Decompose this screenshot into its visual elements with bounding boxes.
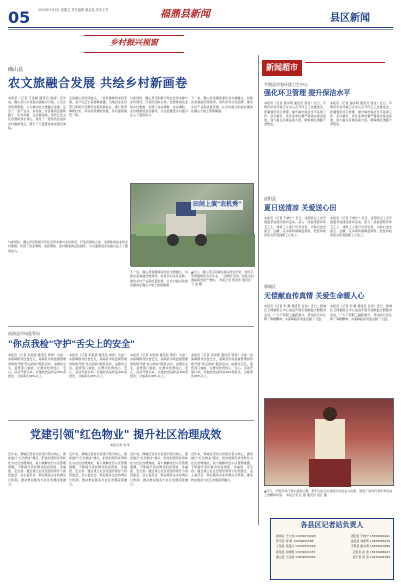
story2-body-col2: 本报讯（记者 李思源 通讯员 周雪）为进一步保障群众饮食安全，南海县市场监督管理局积极开展"你点我检"服务活动，由群众点名，监管部门抽检，让群众吃得放心、安心。活动开展以来，共抽检食品样品300余批次，合格率达98%以上。	[69, 353, 127, 379]
contact-entry: 驿城区 王大伟 13939679998	[276, 534, 316, 538]
story3-body-col4: 近年来，驿城区坚持以党建引领为核心，探索推行"红色物业"模式，把党的组织优势转化为社区治理效能，着力破解老旧小区管理难题，不断提升居民群众的获得感、幸福感、安全感。通过建立社区党组织领导下的居委会、业主委员会、物业服务企业协调运行机制，推动物业服务与社区治理深度融合。	[191, 452, 253, 482]
sidebar-s2-kicker: 泌阳县	[264, 196, 276, 201]
contact-entry: 泌阳县 于晓宁 13839666661	[350, 534, 390, 538]
sidebar-head: 新闻超市	[262, 60, 302, 76]
section-title: 县区新闻	[330, 13, 370, 24]
rice-transplanter-icon	[131, 184, 255, 267]
lead-photo-caption: ▲近日，确山县任店镇的高标准农田里，农机手驾驶插秧机有序作业，一派繁忙景象，抢抓农时确保粮食稳产增收。 本报记者 周宏伟 通讯员 王 丽 摄	[191, 270, 254, 286]
photo-stamp: 田间上演"农机秀"	[191, 200, 243, 210]
story2-kicker: 南海县市场监管局	[8, 331, 40, 336]
lead-body-col1: 本报讯（记者 王宜峰 通讯员 周丽）近年来，确山县以乡村振兴战略为引领，立足自身资源禀赋，大力推动农文旅融合发展，走出了一条产业兴、乡村美、农民富的发展新路子。在竹沟镇、任店镇等地，依托红色文化资源和绿水青山，建设了一批特色民宿和乡村旅游景点，吸引了大量游客前来观光体验。	[8, 96, 66, 131]
contact-entry: 正阳县 孙 雷 13939686623	[352, 549, 390, 554]
contact-entry: 新蔡县 李晓明 13939631357	[276, 549, 316, 554]
column-banner-title: 乡村振兴视窗	[110, 37, 158, 47]
sidebar-s3-headline: 无偿献血传真情 关爱生命暖人心	[264, 292, 365, 300]
contact-entry: 西平县 杨 帆 13939665588	[276, 539, 314, 544]
story3-body-col3: 近年来，驿城区坚持以党建引领为核心，探索推行"红色物业"模式，把党的组织优势转化为社区治理效能，着力破解老旧小区管理难题，不断提升居民群众的获得感、幸福感、安全感。通过建立社区党组织领导下的居委会、业主委员会、物业服务企业协调运行机制，推动物业服务与社区治理深度融合。	[130, 452, 188, 487]
lead-headline: 农文旅融合发展 共绘乡村新画卷	[8, 76, 188, 90]
story3-headline: 党建引领"红色物业" 提升社区治理成效	[30, 428, 222, 441]
sidebar-s1-kicker: 平舆县市容环境卫生中心	[264, 82, 308, 87]
story2-body-col4: 本报讯（记者 李思源 通讯员 周雪）为进一步保障群众饮食安全，南海县市场监督管理局积极开展"你点我检"服务活动，由群众点名，监管部门抽检，让群众吃得放心、安心。活动开展以来，共抽检食品样品300余批次，合格率达98%以上。	[191, 353, 253, 379]
story2-headline: "你点我检"守护"舌尖上的安全"	[8, 340, 135, 350]
story3-body-col1: 近年来，驿城区坚持以党建引领为核心，探索推行"红色物业"模式，把党的组织优势转化为社区治理效能，着力破解老旧小区管理难题，不断提升居民群众的获得感、幸福感、安全感。通过建立社区党组织领导下的居委会、业主委员会、物业服务企业协调运行机制，推动物业服务与社区治理深度融合。	[8, 452, 66, 487]
contact-entry: 上蔡县 吴振兴 13939655999	[276, 544, 316, 549]
lead-photo	[130, 183, 254, 266]
lead-body-col3: 与此同时，确山县还积极引导社会资本参与乡村建设，打造田园综合体，发展休闲农业和乡村旅游，实现了农业增效、农民增收、农村增美的良性循环，为全面推进乡村振兴注入了强劲动力。	[130, 96, 188, 118]
story3-body-col2: 近年来，驿城区坚持以党建引领为核心，探索推行"红色物业"模式，把党的组织优势转化为社区治理效能，着力破解老旧小区管理难题，不断提升居民群众的获得感、幸福感、安全感。通过建立社区党组织领导下的居委会、业主委员会、物业服务企业协调运行机制，推动物业服务与社区治理深度融合。	[69, 452, 127, 487]
lead-body-col2: 走进确山县田间地头，一台台插秧机来回穿梭，农户们正忙着春耕备播。当地农业农村部门积极引导群众发展高效农业，推广新型种植技术，带动村民增收致富，乡村面貌焕然一新。	[69, 96, 127, 118]
speech-photo-caption: ▲近日，平舆县举行青年演讲比赛，青年们结合自身经历讲述奋斗故事，展现了新时代青年昂扬向上的精神风貌。 本报记者 张 强 通讯员 刘红 摄	[264, 489, 393, 497]
speech-photo	[264, 398, 394, 486]
sidebar-s1-body-b: 本报讯（记者 谢永明 通讯员 徐亚）近日，平舆县市容环境卫生中心召开环卫工作推进会，部署强化环卫管理、提升城市保洁水平各项工作。会议要求，各作业单位要严格落实保洁标准，加大重点区域巡查力度，确保城区道路干净整洁。	[330, 101, 392, 127]
column-rule	[258, 55, 259, 525]
contacts-list	[276, 534, 390, 560]
lead-body-cont: 与此同时，确山县还积极引导社会资本参与乡村建设，打造田园综合体，发展休闲农业和乡村旅游，实现了农业增效、农民增收、农村增美的良性循环，为全面推进乡村振兴注入了强劲动力。	[8, 240, 128, 253]
header-rule	[8, 27, 393, 28]
dateline: 2024年3月9日 星期五 责任编辑 谢金星 美术王芳	[38, 8, 109, 12]
contacts-title: 各县区记者站负责人	[300, 521, 364, 529]
sidebar-rule	[305, 62, 385, 63]
header-rule-thin	[8, 29, 393, 30]
section-separator-2	[8, 420, 254, 421]
contact-entry: 遂平县 周 涛 13939606789	[352, 554, 390, 559]
sidebar-s2-body-a: 本报讯（记者 于晓宁）近日，泌阳县总工会开展夏季送清凉慰问活动，深入一线看望慰问环卫工人、建筑工人等户外劳动者，为他们送去绿豆、白糖、毛巾等防暑降温物资，把党和政府的关怀送到职工心坎上。	[264, 216, 326, 238]
contact-entry: 平舆县 谢永明 13839610086	[350, 544, 390, 549]
sidebar-s1-headline: 强化环卫管理 提升保洁水平	[264, 89, 351, 97]
contact-entry: 汝南县 刘德明 13839695678	[350, 539, 390, 544]
newspaper-logo: 福鼎县新闻	[160, 9, 210, 20]
sidebar-s2-headline: 夏日送清凉 关爱送心田	[264, 204, 337, 212]
sidebar-s3-body-a: 本报讯（记者 李 静 通讯员 张伟）近日，驿城区卫健委联合中心血站开展无偿献血志愿服务活动，广大干部职工踊跃参与，用实际行动诠释了奉献精神，为保障临床用血贡献了力量。	[264, 304, 326, 321]
contacts-row	[276, 555, 390, 560]
story3-byline: 本报记者 刘 军	[110, 443, 130, 447]
speaker-figure-icon	[265, 399, 395, 487]
page-number: 05	[8, 8, 31, 27]
contact-entry: 确山县 王宜峰 13839659958	[276, 554, 316, 559]
sidebar-s3-kicker: 驿城区	[264, 284, 276, 289]
lead-kicker: 确山县	[8, 67, 24, 73]
lead-body-col3b: 下一步，确山县将继续深化农文旅融合，持续完善基础设施建设，培育乡村文化品牌，推动乡村产业高质量发展，让乡村振兴的美好画卷在确山大地上徐徐铺展。	[130, 270, 188, 287]
sidebar-s2-body-b: 本报讯（记者 于晓宁）近日，泌阳县总工会开展夏季送清凉慰问活动，深入一线看望慰问环卫工人、建筑工人等户外劳动者，为他们送去绿豆、白糖、毛巾等防暑降温物资，把党和政府的关怀送到职工心坎上。	[330, 216, 392, 238]
story2-body-col1: 本报讯（记者 李思源 通讯员 周雪）为进一步保障群众饮食安全，南海县市场监督管理局积极开展"你点我检"服务活动，由群众点名，监管部门抽检，让群众吃得放心、安心。活动开展以来，共抽检食品样品300余批次，合格率达98%以上。	[8, 353, 66, 379]
sidebar-s1-body-a: 本报讯（记者 谢永明 通讯员 徐亚）近日，平舆县市容环境卫生中心召开环卫工作推进会，部署强化环卫管理、提升城市保洁水平各项工作。会议要求，各作业单位要严格落实保洁标准，加大重点区域巡查力度，确保城区道路干净整洁。	[264, 101, 326, 127]
sidebar-s3-body-b: 本报讯（记者 李 静 通讯员 张伟）近日，驿城区卫健委联合中心血站开展无偿献血志愿服务活动，广大干部职工踊跃参与，用实际行动诠释了奉献精神，为保障临床用血贡献了力量。	[330, 304, 392, 321]
story2-body-col3: 本报讯（记者 李思源 通讯员 周雪）为进一步保障群众饮食安全，南海县市场监督管理局积极开展"你点我检"服务活动，由群众点名，监管部门抽检，让群众吃得放心、安心。活动开展以来，共抽检食品样品300余批次，合格率达98%以上。	[130, 353, 188, 379]
section-separator	[8, 326, 254, 327]
lead-body-col4: 下一步，确山县将继续深化农文旅融合，持续完善基础设施建设，培育乡村文化品牌，推动乡村产业高质量发展，让乡村振兴的美好画卷在确山大地上徐徐铺展。	[191, 96, 253, 113]
